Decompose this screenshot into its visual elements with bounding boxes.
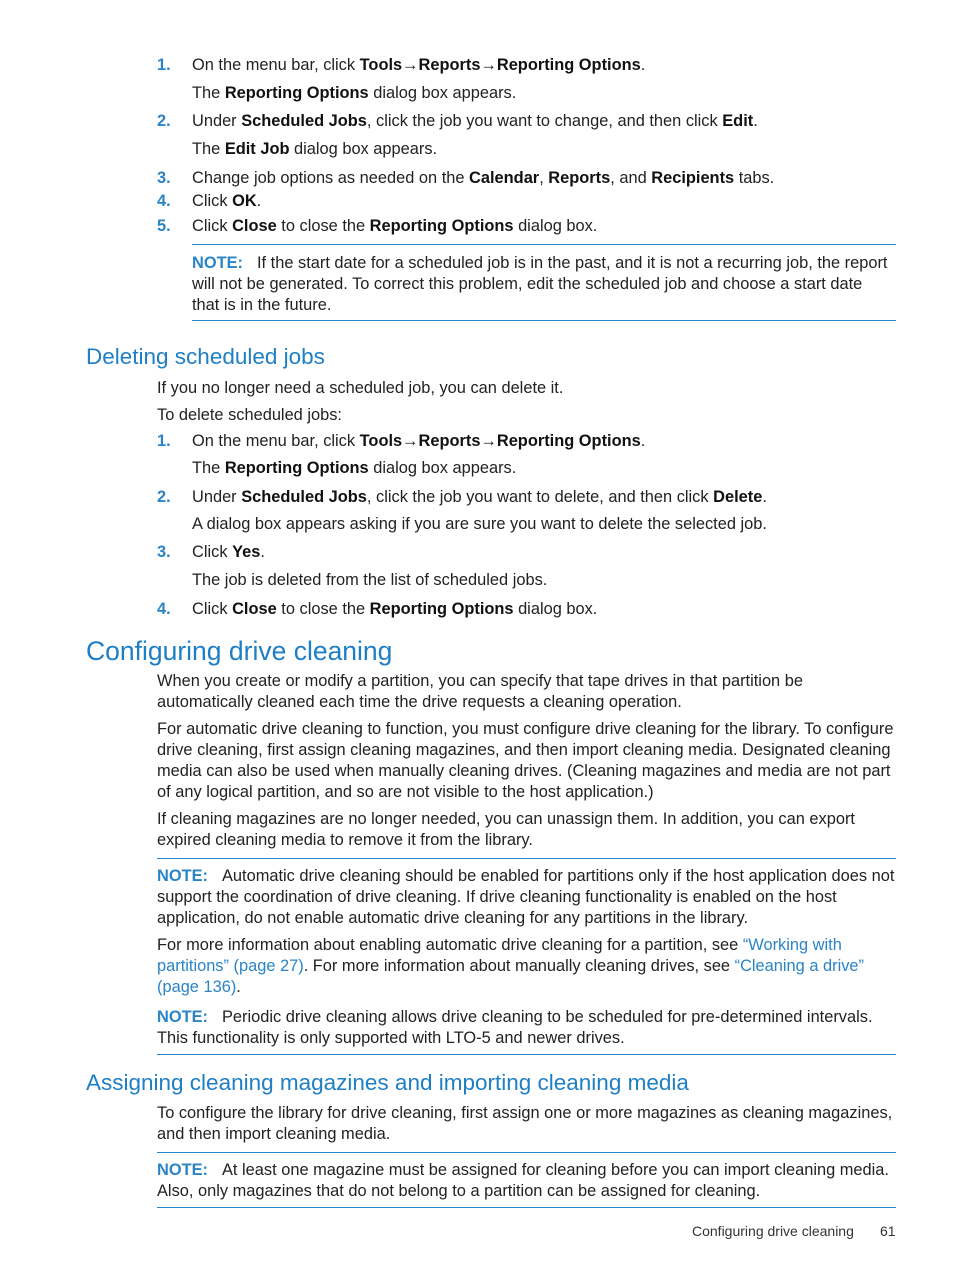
step-number: 2. (157, 488, 171, 506)
paragraph: When you create or modify a partition, you can specify that tape drives in that partition be automatically cleaned each time the drive requests a cleaning operation. (157, 672, 803, 711)
chapter-heading: Configuring drive cleaning (86, 636, 393, 666)
note-bottom-rule (157, 1207, 896, 1208)
footer-section-title: Configuring drive cleaning (692, 1223, 854, 1239)
link-working-with-partitions[interactable]: “Working with partitions” (page 27) (157, 936, 842, 975)
step-result: The Reporting Options dialog box appears. (192, 459, 517, 477)
step-number: 3. (157, 169, 171, 187)
note-bottom-rule (192, 320, 896, 321)
note-text: At least one magazine must be assigned for cleaning before you can import cleaning media. Also, only magazines that do not belong to a partition can be assigned for cleaning. (157, 1161, 889, 1200)
step-text: Click OK. (192, 192, 262, 210)
step-result: A dialog box appears asking if you are sure you want to delete the selected job. (192, 515, 767, 533)
note-more-info: For more information about enabling automatic drive cleaning for a partition, see “Working with partitions” (page 27). For more information about manually cleaning drives, see “Cleaning a drive” (page 136). (157, 936, 864, 996)
link-cleaning-a-drive[interactable]: “Cleaning a drive” (page 136) (157, 957, 864, 996)
note-label: NOTE: (192, 254, 243, 272)
step-text: Click Yes. (192, 543, 265, 561)
step-number: 1. (157, 56, 171, 74)
step-text: Click Close to close the Reporting Options dialog box. (192, 600, 598, 618)
note-box (157, 1160, 897, 1202)
step-result: The Reporting Options dialog box appears. (192, 84, 517, 102)
step-number: 4. (157, 600, 171, 618)
note-text: If the start date for a scheduled job is in the past, and it is not a recurring job, the report will not be generated. To correct this problem, edit the scheduled job and choose a start date that is in the future. (192, 254, 888, 314)
paragraph: For automatic drive cleaning to function, you must configure drive cleaning for the library. To configure drive cleaning, first assign cleaning magazines, and then import cleaning media. Designated cleaning media can also be used when manually cleaning drives. (Cleaning magazines and media are not part of any logical partition, and so are not visible to the host application.) (157, 720, 894, 801)
note-top-rule (192, 244, 896, 245)
step-number: 1. (157, 432, 171, 450)
note-label: NOTE: (157, 867, 208, 885)
note-text: Automatic drive cleaning should be enabled for partitions only if the host application does not support the coordination of drive cleaning. If drive cleaning functionality is enabled on the host application, do not enable automatic drive cleaning for any partitions in the library. (157, 867, 895, 927)
page-number: 61 (880, 1223, 896, 1239)
section-heading: Assigning cleaning magazines and importing cleaning media (86, 1070, 689, 1095)
paragraph: If cleaning magazines are no longer needed, you can unassign them. In addition, you can export expired cleaning media to remove it from the library. (157, 810, 855, 849)
step-result: The Edit Job dialog box appears. (192, 140, 438, 158)
note-box (157, 866, 897, 929)
step-text: On the menu bar, click Tools→Reports→Reporting Options. (192, 56, 646, 74)
step-text: On the menu bar, click Tools→Reports→Reporting Options. (192, 432, 646, 450)
note-box (192, 253, 892, 316)
note-top-rule (157, 858, 896, 859)
step-number: 3. (157, 543, 171, 561)
note-label: NOTE: (157, 1161, 208, 1179)
note-bottom-rule (157, 1054, 896, 1055)
step-result: The job is deleted from the list of scheduled jobs. (192, 571, 548, 589)
paragraph: If you no longer need a scheduled job, you can delete it. (157, 379, 564, 397)
step-text: Under Scheduled Jobs, click the job you want to delete, and then click Delete. (192, 488, 767, 506)
note-label: NOTE: (157, 1008, 208, 1026)
note-text: Periodic drive cleaning allows drive cleaning to be scheduled for pre-determined intervals. This functionality is only supported with LTO-5 and newer drives. (157, 1008, 873, 1047)
note-box (157, 1007, 897, 1049)
step-number: 4. (157, 192, 171, 210)
note-top-rule (157, 1152, 896, 1153)
section-heading: Deleting scheduled jobs (86, 344, 325, 369)
step-text: Under Scheduled Jobs, click the job you want to change, and then click Edit. (192, 112, 758, 130)
step-text: Change job options as needed on the Calendar, Reports, and Recipients tabs. (192, 169, 775, 187)
step-text: Click Close to close the Reporting Options dialog box. (192, 217, 598, 235)
step-number: 5. (157, 217, 171, 235)
paragraph: To delete scheduled jobs: (157, 406, 342, 424)
step-number: 2. (157, 112, 171, 130)
paragraph: To configure the library for drive cleaning, first assign one or more magazines as cleaning magazines, and then import cleaning media. (157, 1104, 893, 1143)
